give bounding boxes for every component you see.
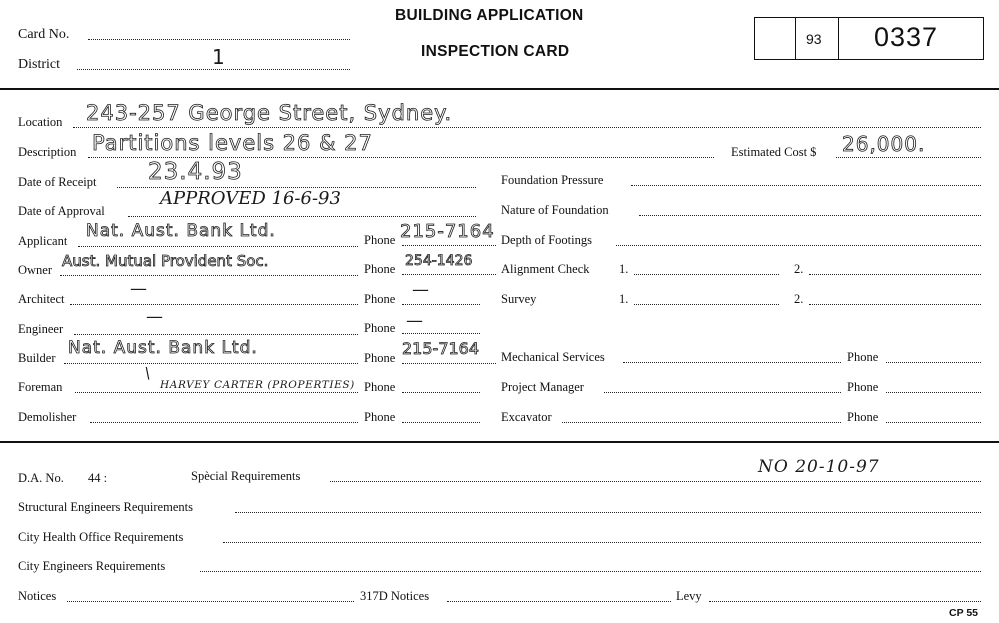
special-requirements-label: Spècial Requirements — [191, 469, 301, 483]
district-field[interactable] — [77, 69, 350, 70]
applicant-label: Applicant — [18, 234, 68, 248]
owner-phone-label: Phone — [364, 262, 396, 276]
architect-value: — — [130, 279, 147, 299]
estimated-cost-field[interactable] — [836, 157, 981, 158]
estimated-cost-label: Estimated Cost $ — [731, 145, 817, 159]
engineer-phone-field[interactable] — [402, 333, 480, 334]
alignment-check-label: Alignment Check — [501, 262, 590, 276]
owner-phone-value: 254-1426 — [405, 253, 473, 269]
card-number: 0337 — [874, 22, 939, 52]
mechanical-phone-label: Phone — [847, 350, 879, 364]
district-value: 1 — [212, 45, 225, 69]
owner-label: Owner — [18, 263, 53, 277]
date-approval-field[interactable] — [128, 216, 476, 217]
date-approval-value: APPROVED 16-6-93 — [160, 188, 341, 209]
mechanical-services-field[interactable] — [623, 362, 841, 363]
card-box-divider — [838, 17, 839, 60]
district-label: District — [18, 57, 60, 72]
applicant-value: Nat. Aust. Bank Ltd. — [86, 221, 276, 241]
card-no-label: Card No. — [18, 27, 70, 42]
mechanical-services-label: Mechanical Services — [501, 350, 605, 364]
excavator-phone-label: Phone — [847, 410, 879, 424]
survey-1-field[interactable] — [634, 304, 779, 305]
engineer-value: — — [146, 307, 163, 327]
survey-label: Survey — [501, 292, 537, 306]
notices-field[interactable] — [67, 601, 354, 602]
card-prefix: 93 — [806, 31, 822, 47]
card-number-box — [754, 17, 984, 60]
project-manager-phone-label: Phone — [847, 380, 879, 394]
project-manager-label: Project Manager — [501, 380, 584, 394]
builder-label: Builder — [18, 351, 56, 365]
notices-317d-field[interactable] — [447, 601, 671, 602]
architect-label: Architect — [18, 292, 65, 306]
engineer-phone-label: Phone — [364, 321, 396, 335]
builder-field[interactable] — [64, 363, 358, 364]
date-receipt-label: Date of Receipt — [18, 175, 97, 189]
architect-field[interactable] — [70, 304, 358, 305]
depth-footings-label: Depth of Footings — [501, 233, 592, 247]
owner-field[interactable] — [60, 275, 358, 276]
depth-footings-field[interactable] — [616, 245, 981, 246]
special-requirements-value: NO 20-10-97 — [758, 457, 880, 477]
architect-phone-field[interactable] — [402, 304, 480, 305]
card-box-divider — [795, 17, 796, 60]
foreman-value: HARVEY CARTER (PROPERTIES) — [160, 379, 355, 391]
date-approval-label: Date of Approval — [18, 204, 105, 218]
foreman-mark: \ — [144, 363, 152, 383]
demolisher-phone-field[interactable] — [402, 422, 480, 423]
survey-1-label: 1. — [619, 292, 629, 306]
demolisher-label: Demolisher — [18, 410, 77, 424]
alignment-check-2-field[interactable] — [809, 274, 981, 275]
foundation-pressure-label: Foundation Pressure — [501, 173, 604, 187]
section-rule — [0, 441, 999, 443]
description-field[interactable] — [88, 157, 714, 158]
engineer-phone-value: — — [406, 311, 423, 331]
demolisher-phone-label: Phone — [364, 410, 396, 424]
form-code: CP 55 — [949, 607, 978, 619]
alignment-check-1-label: 1. — [619, 262, 629, 276]
location-value: 243-257 George Street, Sydney. — [86, 101, 453, 125]
description-value: Partitions levels 26 & 27 — [92, 131, 373, 155]
applicant-phone-value: 215-7164 — [400, 221, 495, 242]
applicant-phone-label: Phone — [364, 233, 396, 247]
city-health-label: City Health Office Requirements — [18, 530, 184, 544]
form-subtitle: INSPECTION CARD — [421, 43, 570, 60]
builder-phone-field[interactable] — [402, 363, 496, 364]
city-engineers-label: City Engineers Requirements — [18, 559, 166, 573]
notices-label: Notices — [18, 589, 57, 603]
survey-2-field[interactable] — [809, 304, 981, 305]
foreman-phone-field[interactable] — [402, 392, 480, 393]
mechanical-phone-field[interactable] — [886, 362, 981, 363]
owner-value: Aust. Mutual Provident Soc. — [62, 252, 269, 270]
excavator-phone-field[interactable] — [886, 422, 981, 423]
alignment-check-1-field[interactable] — [634, 274, 779, 275]
excavator-label: Excavator — [501, 410, 552, 424]
location-label: Location — [18, 115, 63, 129]
alignment-check-2-label: 2. — [794, 262, 804, 276]
foreman-label: Foreman — [18, 380, 63, 394]
city-health-field[interactable] — [223, 542, 981, 543]
description-label: Description — [18, 145, 77, 159]
levy-label: Levy — [676, 589, 702, 603]
foreman-field[interactable] — [75, 392, 358, 393]
nature-foundation-field[interactable] — [639, 215, 981, 216]
project-manager-field[interactable] — [604, 392, 841, 393]
structural-engineers-label: Structural Engineers Requirements — [18, 500, 193, 514]
header-rule — [0, 88, 999, 90]
nature-foundation-label: Nature of Foundation — [501, 203, 609, 217]
engineer-label: Engineer — [18, 322, 64, 336]
da-no-label: D.A. No. — [18, 471, 64, 485]
levy-field[interactable] — [709, 601, 981, 602]
notices-317d-label: 317D Notices — [360, 589, 430, 603]
foreman-phone-label: Phone — [364, 380, 396, 394]
project-manager-phone-field[interactable] — [886, 392, 981, 393]
applicant-phone-field[interactable] — [402, 245, 496, 246]
structural-engineers-field[interactable] — [235, 512, 981, 513]
applicant-field[interactable] — [78, 246, 358, 247]
da-no-value: 44 : — [88, 471, 108, 485]
card-no-field[interactable] — [88, 39, 350, 40]
excavator-field[interactable] — [562, 422, 841, 423]
estimated-cost-value: 26,000. — [842, 132, 926, 156]
foundation-pressure-field[interactable] — [631, 185, 981, 186]
date-receipt-value: 23.4.93 — [148, 159, 243, 185]
builder-phone-value: 215-7164 — [402, 339, 480, 358]
location-field[interactable] — [73, 127, 981, 128]
architect-phone-value: — — [412, 280, 429, 300]
special-requirements-field[interactable] — [330, 481, 981, 482]
builder-phone-label: Phone — [364, 351, 396, 365]
owner-phone-field[interactable] — [402, 274, 496, 275]
engineer-field[interactable] — [74, 334, 358, 335]
demolisher-field[interactable] — [90, 422, 358, 423]
city-engineers-field[interactable] — [200, 571, 981, 572]
survey-2-label: 2. — [794, 292, 804, 306]
builder-value: Nat. Aust. Bank Ltd. — [68, 338, 258, 358]
form-title: BUILDING APPLICATION — [395, 7, 584, 24]
architect-phone-label: Phone — [364, 292, 396, 306]
